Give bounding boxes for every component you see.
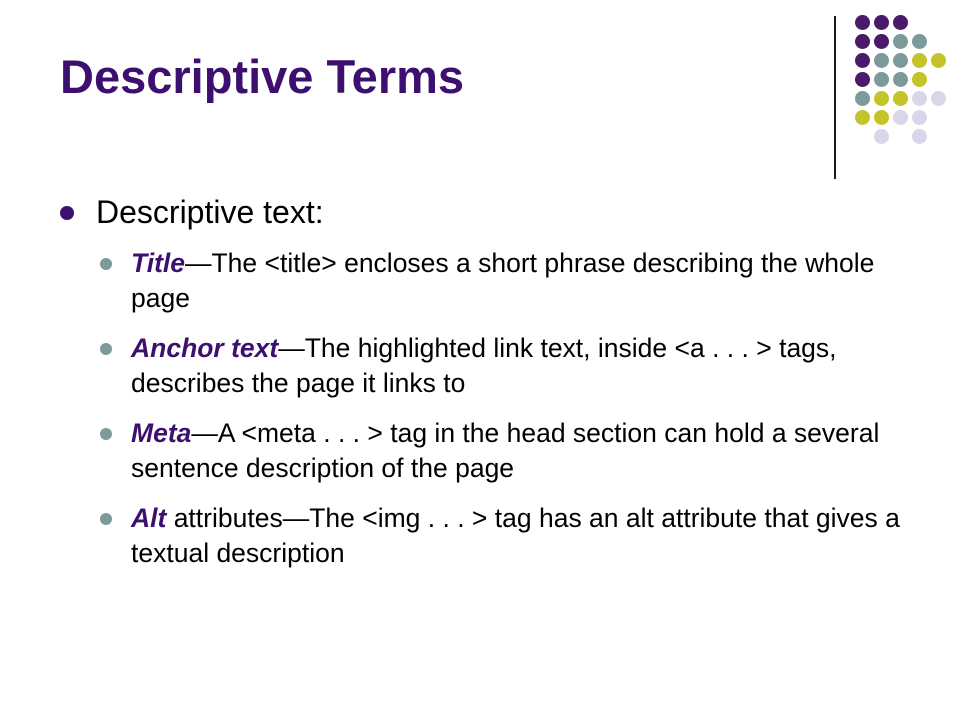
decorative-dot — [874, 72, 889, 87]
decorative-dot — [874, 110, 889, 125]
sub-bullet-text: —The highlighted link text, inside <a . . . > tags, describes the page it links to — [131, 333, 837, 398]
decorative-dot — [912, 34, 927, 49]
decorative-dot — [912, 110, 927, 125]
sub-bullet-dot-icon — [100, 513, 112, 525]
sub-bullet-text: attributes—The <img . . . > tag has an alt attribute that gives a textual description — [131, 503, 900, 568]
decorative-dot — [931, 53, 946, 68]
sub-bullet-dot-icon — [100, 428, 112, 440]
decorative-dot — [855, 110, 870, 125]
decorative-dot — [855, 53, 870, 68]
decorative-dot — [893, 34, 908, 49]
term-alt: Alt — [131, 503, 167, 533]
decorative-dot — [912, 91, 927, 106]
sub-bullet-anchor-text — [60, 331, 910, 401]
decorative-dot — [855, 15, 870, 30]
decorative-dot — [893, 72, 908, 87]
slide-body — [60, 192, 910, 586]
decorative-dot — [855, 34, 870, 49]
sub-bullet-text: —A <meta . . . > tag in the head section can hold a several sentence description of the page — [131, 418, 880, 483]
decorative-dot — [893, 91, 908, 106]
decorative-dot — [874, 91, 889, 106]
decorative-dot — [912, 53, 927, 68]
decorative-dot — [855, 91, 870, 106]
decorative-dot — [893, 53, 908, 68]
slide-title: Descriptive Terms — [60, 50, 465, 103]
sub-bullet-dot-icon — [100, 258, 112, 270]
decorative-dot — [874, 53, 889, 68]
bullet-text: Descriptive text: — [96, 194, 324, 230]
decorative-dot — [912, 129, 927, 144]
term-meta: Meta — [131, 418, 192, 448]
bullet-dot-icon — [60, 206, 74, 220]
term-title: Title — [131, 248, 185, 278]
sub-bullet-text: —The <title> encloses a short phrase describing the whole page — [131, 248, 875, 313]
decorative-dot — [874, 15, 889, 30]
sub-bullet-dot-icon — [100, 343, 112, 355]
decorative-dot-grid — [0, 0, 960, 200]
decorative-dot — [893, 15, 908, 30]
decorative-dot — [874, 129, 889, 144]
bullet-level1 — [60, 192, 910, 232]
decorative-dot — [874, 34, 889, 49]
decorative-vertical-rule — [834, 16, 836, 179]
sub-bullet-alt — [60, 501, 910, 571]
decorative-dot — [893, 110, 908, 125]
decorative-dot — [931, 91, 946, 106]
term-anchor-text: Anchor text — [131, 333, 279, 363]
sub-bullet-meta — [60, 416, 910, 486]
sub-bullet-title — [60, 246, 910, 316]
decorative-dot — [855, 72, 870, 87]
decorative-dot — [912, 72, 927, 87]
